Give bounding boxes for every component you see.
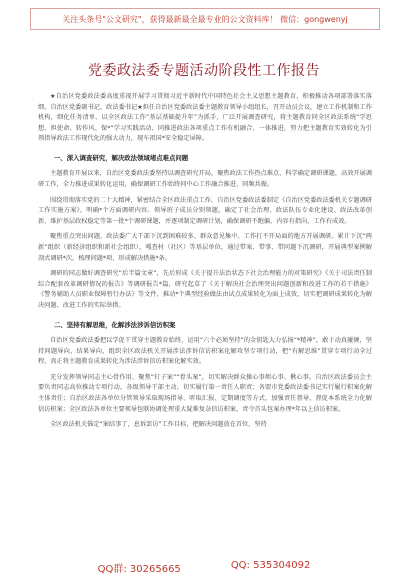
qq-group-number: QQ群: 30265665 [97, 564, 181, 575]
paragraph: 全区政法机关锚定“案结事了，息诉罢访”工作目标，把解决问题放在首位，坚持 [50, 421, 267, 429]
promo-banner-text: 关注头条号"公文研究"，获得最新最全最专业的公文资料库！ 微信：gongwenyj [62, 14, 348, 24]
section-heading-2: 二、坚持有解思维，化解涉法涉诉信访积案 [54, 320, 176, 329]
paragraph: 主题教育开展以来，自治区党委政法委坚持以调查研究开局，聚焦政法工作热点难点，科学确定调研课题，高效开展调研工作，全力推进成果转化运用，确保调研工作始终同中心工作融合推进、同频共振。 [38, 170, 372, 189]
section-heading-1: 一、深入调查研究，解决政法领域堵点难点问题 [54, 153, 189, 162]
paragraph: 充分发挥领导同志主心骨作用，聚焦“钉子案”“骨头案”，切实解决群众操心事烦心事、揪心事。自治区政法委员会主要负责同志高位推动专项行动，各级领导干部主动，切实履行第一责任人职责；各盟市党委政法委书记实行履行积案化解主体责任；自治区政法各单位分管领导采取现场指导、听取汇报、定期调度等方式，加强责任督导，督促本系统全力化解信访积案；全区政法各单位主要领导包联协调处理重大疑难复杂信访积案，责令首头包案办理*年以上信访积案。 [38, 373, 372, 413]
promo-banner[interactable] [30, 8, 380, 30]
footer-contact [0, 560, 408, 575]
paragraph: 聚焦重点突出问题，政法委广大干部下沉到困难较多、群众意见集中、工作打不开局面的地方开展调研。累计下沉“两新”组织（新经济组织和新社会组织），嘎查村（社区）等基层单位，通过带案、带事、带问题下沉调研，开展典型案例解剖式调研*次，梳理问题*项，形成解决措施*条。 [38, 233, 372, 262]
document-body [38, 92, 372, 436]
qq-number: QQ: 535304092 [230, 560, 311, 571]
paragraph: 围绕贯彻落实党的二十大精神，紧密结合全区政法重点工作，自治区党委政法委制定《自治区党委政法委机关专题调研工作实施方案》，明确*个方面调研内容。领导班子成员分别领题，确定了社会治理、政法队伍专业化建设、政法改革创新、维护基层政权稳定等第一批*个调研课题，并逐项制定调研计划，确保调研不跑偏、内容有指向、工作有成效。 [38, 196, 372, 225]
intro-paragraph: ★自治区党委政法委高度重视开展学习贯彻习近平新时代中国特色社会主义思想主题教育，积极推动各项部署落实落细。自治区党委副书记、政法委书记★担任自治区党委政法委主题教育领导小组组长，召开动员会议，建立工作机制和工作机构，细化任务清单，以全区政法工作“基层基础提升年”为抓手，广泛开展调查研究，将主题教育同全区政法系统“学思想、担使命、转作风、保*”学习实践活动、同推进政法各项重点工作有机融合，一体推进，努力把主题教育实效转化为引领指导政法工作现代化的强大动力，现车祖国*安全稳定屏障。 [38, 93, 372, 143]
paragraph: 自治区党委政法委把以学促干贯穿主题教育始终，运用“六个必须坚持”的金钥匙大力弘扬“*精神”，敢于动真碰硬，坚持问题导向，结果导向，组织全区政法机关开展涉法涉诉信访积案化解攻坚专项行动，把“有解思维”贯穿专项行动全过程，真正将主题教育成果转化为涉法涉诉信访积案化解实效。 [38, 337, 372, 366]
paragraph: 调研的同志做好调查研究“后半篇文章”，先后形成《关于提升法治状态下社会治理能力的对策研究》《关于司法责任制综合配套改革调研情况的报告》等调研报告*篇，研究起草了《关于解决社会治理突出问题创新和改进工作的若干措施》《警务辅助人员职业保障暂行办法》等文件，推动*个典型经验做法由试点成果转化为面上成效，切实把调研成果转化为解决问题、改进工作的实际举措。 [38, 270, 372, 309]
page-title: 党委政法委专题活动阶段性工作报告 [88, 63, 320, 79]
